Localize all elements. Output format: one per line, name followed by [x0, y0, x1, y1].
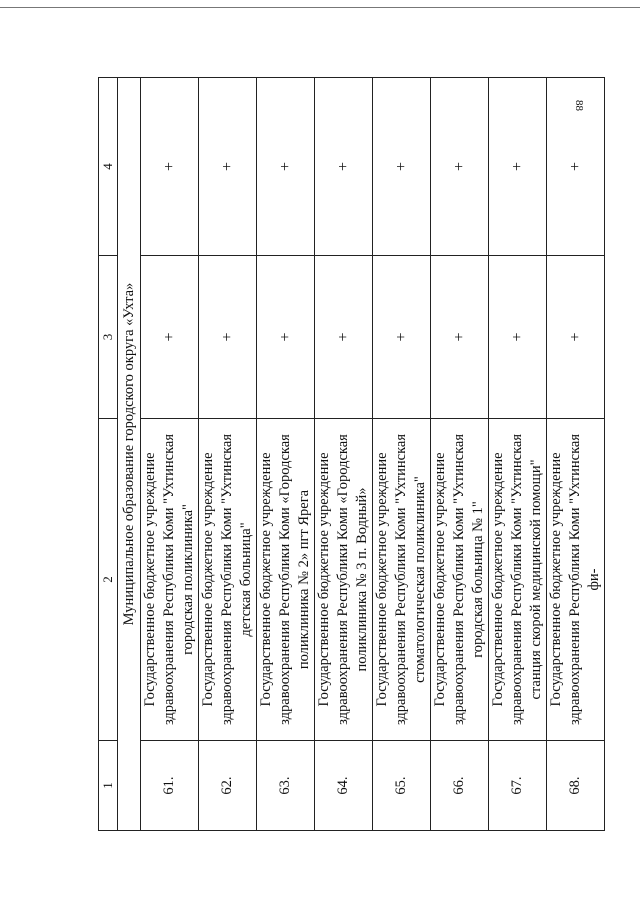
- column-3-mark: +: [199, 256, 257, 419]
- column-3-mark: +: [257, 256, 315, 419]
- column-3-mark: +: [373, 256, 431, 419]
- column-4-mark: +: [373, 78, 431, 256]
- page-number: 88: [573, 100, 585, 111]
- column-4-mark: +: [141, 78, 199, 256]
- section-row: [118, 78, 141, 831]
- column-header-2: 2: [99, 419, 118, 741]
- row-number: 67.: [489, 741, 547, 831]
- organization-name: Государственное бюджетное учреждение здравоохранения Республики Коми "Ухтинская фи-: [547, 419, 605, 741]
- column-3-mark: +: [489, 256, 547, 419]
- column-header-4: 4: [99, 78, 118, 256]
- row-number: 62.: [199, 741, 257, 831]
- table-row: [489, 78, 547, 831]
- column-number-row: [99, 78, 118, 831]
- column-4-mark: +: [489, 78, 547, 256]
- table-row: [141, 78, 199, 831]
- row-number: 66.: [431, 741, 489, 831]
- row-number: 61.: [141, 741, 199, 831]
- row-number: 68.: [547, 741, 605, 831]
- row-number: 63.: [257, 741, 315, 831]
- column-3-mark: +: [315, 256, 373, 419]
- table-row: [315, 78, 373, 831]
- column-3-mark: +: [547, 256, 605, 419]
- organization-name: Государственное бюджетное учреждение здравоохранения Республики Коми "Ухтинская станция скорой медицинской помощи": [489, 419, 547, 741]
- column-header-1: 1: [99, 741, 118, 831]
- table-row: [257, 78, 315, 831]
- organization-name: Государственное бюджетное учреждение здравоохранения Республики Коми "Ухтинская стоматологическая поликлиника": [373, 419, 431, 741]
- column-4-mark: +: [547, 78, 605, 256]
- top-rule: [0, 7, 640, 8]
- column-3-mark: +: [141, 256, 199, 419]
- organization-name: Государственное бюджетное учреждение здравоохранения Республики Коми "Ухтинская городская поликлиника": [141, 419, 199, 741]
- column-header-3: 3: [99, 256, 118, 419]
- row-number: 64.: [315, 741, 373, 831]
- organizations-table: [98, 77, 605, 831]
- organization-name: Государственное бюджетное учреждение здравоохранения Республики Коми "Ухтинская городская больница № 1": [431, 419, 489, 741]
- section-title: Муниципальное образование городского округа «Ухта»: [118, 78, 141, 831]
- column-4-mark: +: [315, 78, 373, 256]
- organization-name: Государственное бюджетное учреждение здравоохранения Республики Коми "Ухтинская детская больница": [199, 419, 257, 741]
- column-4-mark: +: [199, 78, 257, 256]
- table-row: [199, 78, 257, 831]
- rotated-page-content: [98, 78, 602, 831]
- column-4-mark: +: [431, 78, 489, 256]
- table-row: [431, 78, 489, 831]
- organization-name: Государственное бюджетное учреждение здравоохранения Республики Коми «Городская поликлиника № 2» пгт Ярега: [257, 419, 315, 741]
- column-4-mark: +: [257, 78, 315, 256]
- column-3-mark: +: [431, 256, 489, 419]
- organization-name: Государственное бюджетное учреждение здравоохранения Республики Коми «Городская поликлиника № 3 п. Водный»: [315, 419, 373, 741]
- row-number: 65.: [373, 741, 431, 831]
- table-row: [547, 78, 605, 831]
- table-row: [373, 78, 431, 831]
